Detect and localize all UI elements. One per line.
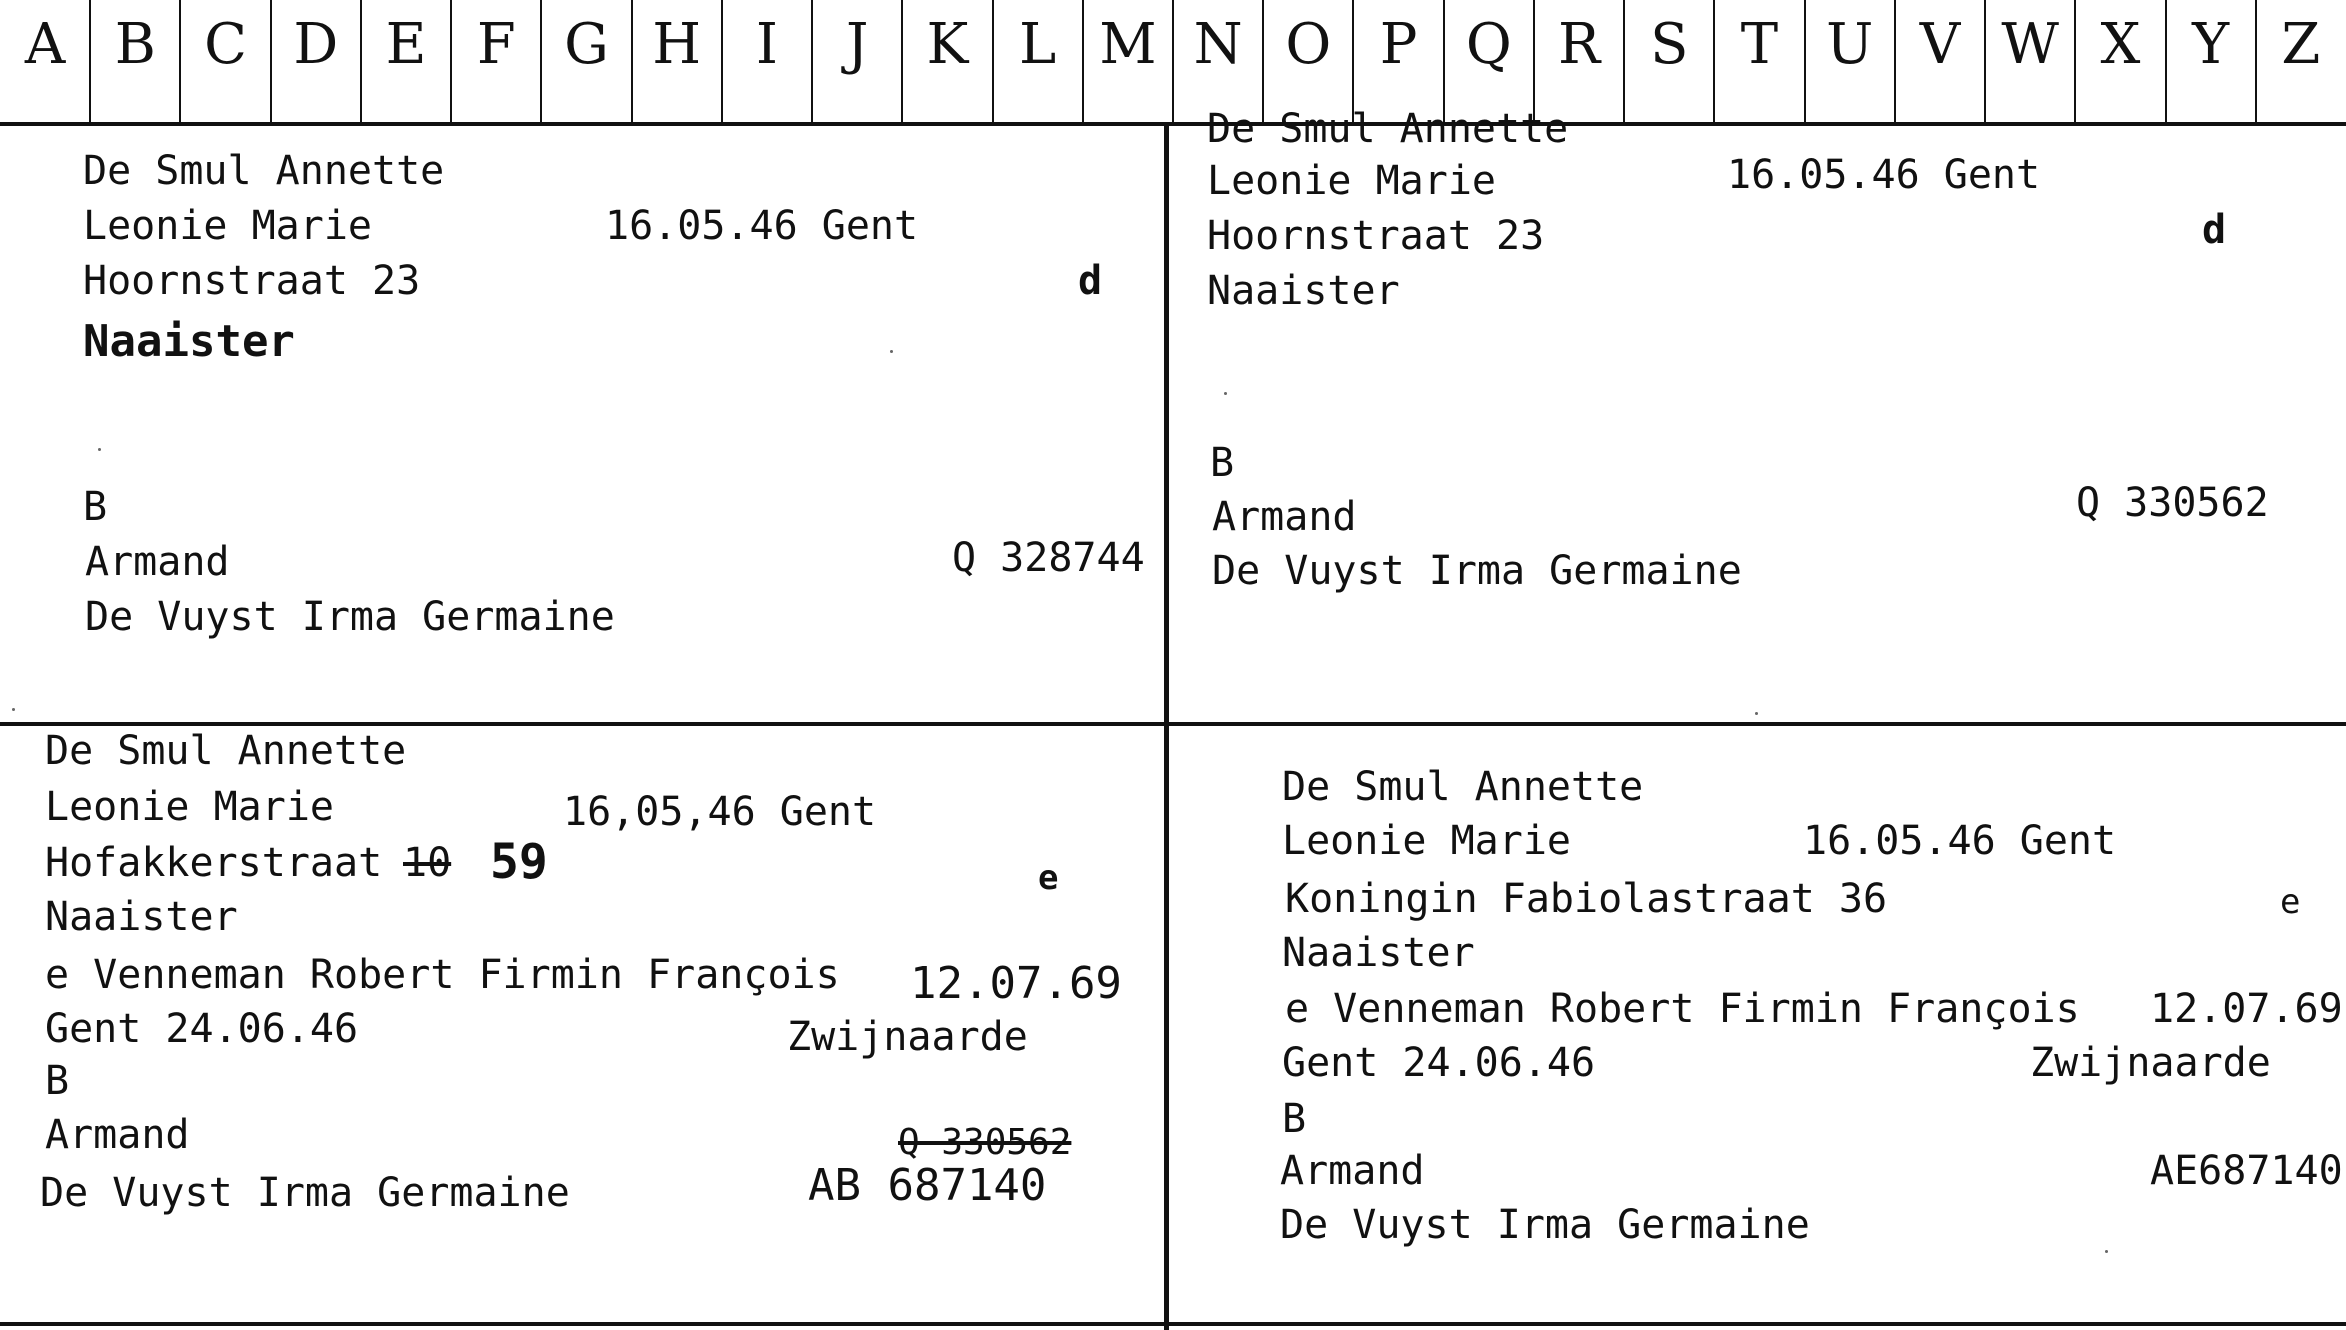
index-letter-e: E — [385, 12, 427, 77]
scan-speck — [98, 448, 101, 451]
card-occupation: Naaister — [83, 316, 295, 367]
card-address: Koningin Fabiolastraat 36 — [1285, 876, 1888, 922]
index-letter-w: W — [2001, 12, 2059, 77]
card-divider-horizontal — [0, 722, 2346, 726]
card-spouse-date: 12.07.69 — [910, 958, 1122, 1009]
index-separator — [1894, 0, 1896, 122]
index-letter-u: U — [1826, 12, 1874, 77]
index-separator — [2165, 0, 2167, 122]
card-code: d — [2202, 207, 2227, 253]
index-separator — [992, 0, 994, 122]
card-code: e — [1038, 858, 1059, 898]
card-number: Q 328744 — [952, 535, 1145, 581]
index-letter-n: N — [1193, 12, 1243, 77]
index-letter-q: Q — [1465, 12, 1512, 77]
card-divider-bottom — [0, 1322, 2346, 1326]
index-letter-c: C — [204, 12, 247, 77]
index-separator — [1713, 0, 1715, 122]
card-address: Hofakkerstraat — [45, 840, 383, 886]
card-divider-vertical — [1164, 122, 1169, 1330]
card-birth: 16,05,46 Gent — [563, 789, 877, 835]
card-surname: De Smul Annette — [1282, 764, 1644, 810]
card-letter: B — [45, 1058, 70, 1104]
card-mother: De Vuyst Irma Germaine — [40, 1170, 570, 1216]
index-letter-l: L — [1019, 12, 1057, 77]
card-address-number-struck: 10 — [403, 840, 452, 886]
card-letter: B — [83, 484, 108, 530]
scan-speck — [12, 708, 15, 711]
alphabet-index-strip — [0, 0, 2346, 126]
index-separator — [811, 0, 813, 122]
index-letter-h: H — [652, 12, 702, 77]
card-mother: De Vuyst Irma Germaine — [1212, 548, 1742, 594]
index-letter-a: A — [24, 12, 66, 77]
card-address: Hoornstraat 23 — [1207, 213, 1545, 259]
card-occupation: Naaister — [1282, 930, 1475, 976]
index-letter-p: P — [1379, 12, 1418, 77]
card-spouse: e Venneman Robert Firmin François — [1285, 986, 2080, 1032]
card-letter: B — [1210, 440, 1235, 486]
card-place: Zwijnaarde — [787, 1014, 1028, 1060]
index-separator — [1082, 0, 1084, 122]
index-separator — [901, 0, 903, 122]
index-separator — [179, 0, 181, 122]
index-separator — [1443, 0, 1445, 122]
card-surname: De Smul Annette — [1207, 106, 1569, 152]
card-spouse-birth: Gent 24.06.46 — [45, 1006, 359, 1052]
card-spouse: e Venneman Robert Firmin François — [45, 952, 840, 998]
card-given-names: Leonie Marie — [45, 784, 334, 830]
card-given-names: Leonie Marie — [1207, 158, 1496, 204]
index-letter-b: B — [114, 12, 156, 77]
index-letter-i: I — [755, 12, 779, 77]
index-separator — [1262, 0, 1264, 122]
card-father: Armand — [85, 539, 230, 585]
index-letter-r: R — [1557, 12, 1601, 77]
index-letter-t: T — [1740, 12, 1779, 77]
card-mother: De Vuyst Irma Germaine — [1280, 1202, 1810, 1248]
card-number-struck: Q 330562 — [898, 1122, 1072, 1163]
index-letter-k: K — [926, 12, 969, 77]
index-letter-v: V — [1919, 12, 1961, 77]
card-father: Armand — [45, 1112, 190, 1158]
card-father: Armand — [1212, 494, 1357, 540]
index-letter-z: Z — [2281, 12, 2321, 77]
scan-speck — [890, 350, 893, 353]
index-separator — [540, 0, 542, 122]
card-place: Zwijnaarde — [2030, 1040, 2271, 1086]
card-occupation: Naaister — [45, 894, 238, 940]
index-separator — [1804, 0, 1806, 122]
card-given-names: Leonie Marie — [1282, 818, 1571, 864]
index-separator — [89, 0, 91, 122]
index-separator — [2074, 0, 2076, 122]
card-number: Q 330562 — [2076, 480, 2269, 526]
scan-speck — [1224, 392, 1227, 395]
index-separator — [1533, 0, 1535, 122]
index-letter-y: Y — [2192, 12, 2230, 77]
scan-speck — [1755, 712, 1758, 715]
card-number: AB 687140 — [808, 1160, 1047, 1211]
card-spouse-date: 12.07.69 — [2150, 986, 2343, 1032]
index-letter-o: O — [1285, 12, 1332, 77]
card-spouse-birth: Gent 24.06.46 — [1282, 1040, 1596, 1086]
card-occupation: Naaister — [1207, 268, 1400, 314]
card-birth: 16.05.46 Gent — [605, 203, 919, 249]
card-number: AE687140 — [2150, 1148, 2343, 1194]
card-address: Hoornstraat 23 — [83, 258, 421, 304]
card-letter: B — [1282, 1096, 1307, 1142]
index-separator — [450, 0, 452, 122]
index-letter-s: S — [1650, 12, 1689, 77]
index-separator — [1623, 0, 1625, 122]
card-code: e — [2280, 882, 2301, 922]
card-mother: De Vuyst Irma Germaine — [85, 594, 615, 640]
card-given-names: Leonie Marie — [83, 203, 372, 249]
index-letter-j: J — [845, 12, 869, 77]
index-separator — [1172, 0, 1174, 122]
scan-speck — [2105, 1250, 2108, 1253]
index-letter-m: M — [1099, 12, 1157, 77]
index-separator — [2255, 0, 2257, 122]
card-code: d — [1078, 258, 1103, 304]
index-letter-d: D — [293, 12, 339, 77]
index-separator — [631, 0, 633, 122]
card-birth: 16.05.46 Gent — [1803, 818, 2117, 864]
card-birth: 16.05.46 Gent — [1727, 152, 2041, 198]
index-letter-g: G — [564, 12, 609, 77]
index-separator — [721, 0, 723, 122]
index-separator — [270, 0, 272, 122]
index-letter-x: X — [2100, 12, 2141, 77]
card-address-number-handwritten: 59 — [490, 834, 548, 890]
index-letter-f: F — [476, 12, 516, 77]
card-father: Armand — [1280, 1148, 1425, 1194]
index-separator — [360, 0, 362, 122]
card-surname: De Smul Annette — [83, 148, 445, 194]
index-separator — [1984, 0, 1986, 122]
index-separator — [1352, 0, 1354, 122]
card-surname: De Smul Annette — [45, 728, 407, 774]
